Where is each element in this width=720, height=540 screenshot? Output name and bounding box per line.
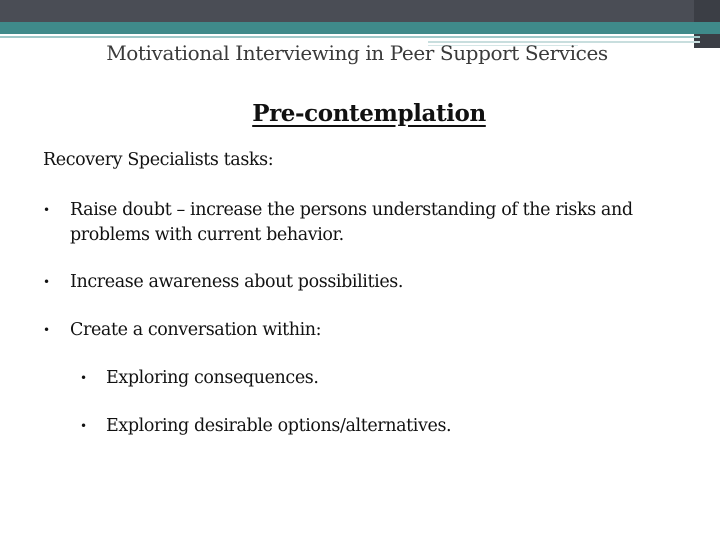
list-item [43, 270, 683, 295]
accent-line [0, 36, 700, 38]
bullet-icon: • [43, 203, 50, 217]
list-item [43, 198, 683, 248]
bullet-icon: • [43, 275, 50, 289]
bullet-icon: • [43, 323, 50, 337]
list-item-text: Increase awareness about possibilities. [70, 272, 404, 292]
top-decorative-bar [0, 0, 720, 22]
sub-list-item-text: Exploring consequences. [106, 368, 319, 388]
sub-list-item [80, 366, 680, 391]
list-item-text: Create a conversation within: [70, 320, 322, 340]
list-item-text: Raise doubt – increase the persons understanding of the risks and problems with current behavior. [70, 200, 633, 245]
sub-list-item [80, 414, 680, 439]
presentation-header-title: Motivational Interviewing in Peer Support Services [106, 41, 608, 65]
teal-accent-band [0, 22, 720, 34]
sub-list-item-text: Exploring desirable options/alternatives. [106, 416, 452, 436]
slide-title: Pre-contemplation [252, 100, 486, 127]
bullet-icon: • [80, 371, 87, 385]
list-item [43, 318, 683, 343]
bullet-icon: • [80, 419, 87, 433]
intro-text: Recovery Specialists tasks: [43, 150, 274, 170]
